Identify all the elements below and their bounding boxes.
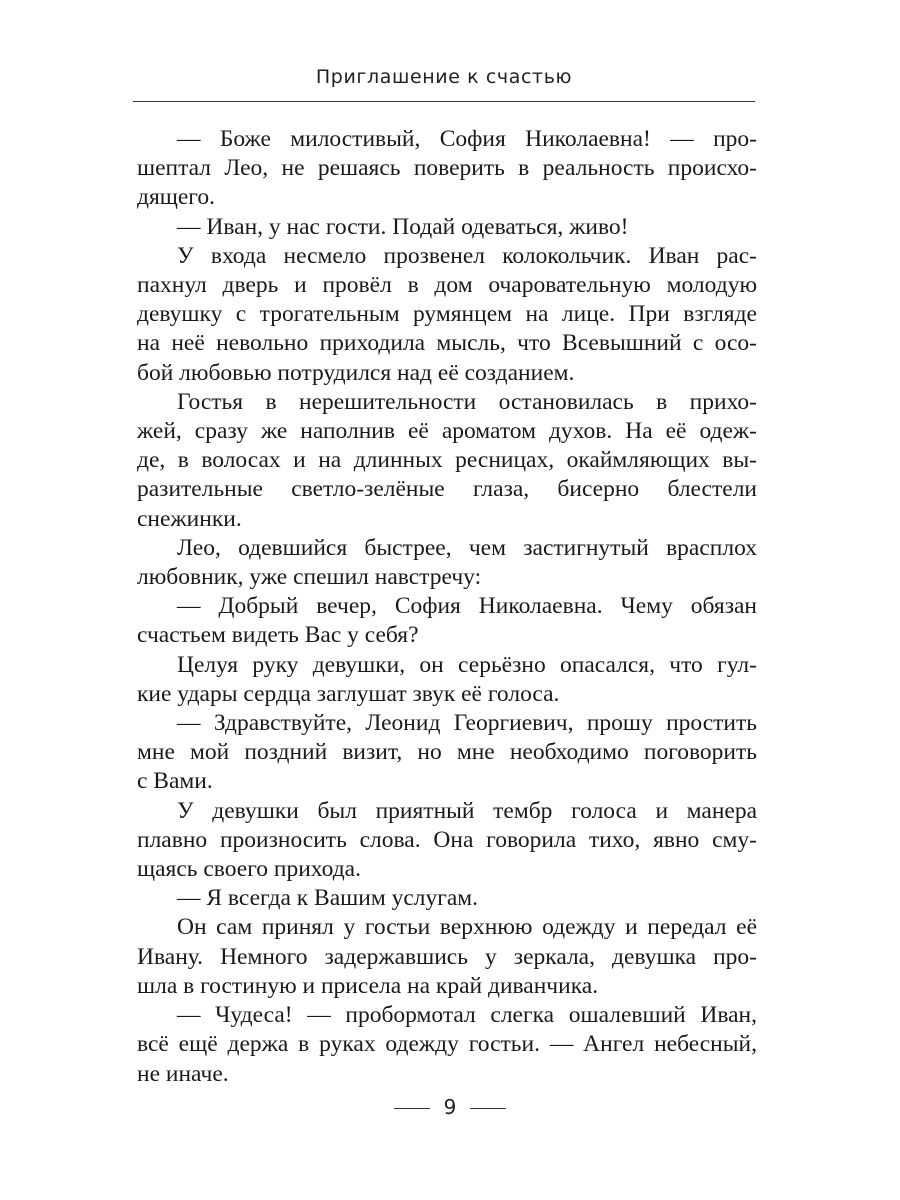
text-line: У девушки был приятный тембр голоса и манера [177,797,757,824]
text-line: с Вами. [137,768,213,795]
paragraph [137,592,757,650]
text-line: плавно произносить слова. Она говорила тихо, явно сму- [137,826,757,853]
text-line: щаясь своего прихода. [137,856,361,883]
text-line: жей, сразу же наполнив её ароматом духов. На её одеж- [137,418,757,445]
text-line: на неё невольно приходила мысль, что Всевышний с осо- [137,330,757,357]
text-line: — Чудеса! — пробормотал слегка ошалевший Иван, [177,1002,757,1029]
text-line: пахнул дверь и провёл в дом очаровательную молодую [137,272,757,299]
text-line: мне мой поздний визит, но мне необходимо поговорить [137,739,757,766]
text-line: не иначе. [137,1060,229,1087]
text-line: снежинки. [137,505,242,532]
text-line: — Боже милостивый, София Николаевна! — про- [177,126,757,152]
text-line: — Я всегда к Вашим услугам. [177,885,479,912]
page-number: 9 [443,1095,457,1119]
paragraph [137,242,757,388]
text-line: Целуя руку девушки, он серьёзно опасался, что гул- [177,651,757,678]
running-header-title: Приглашение к счастью [315,66,573,88]
text-line: дящего. [137,184,215,211]
header-divider [133,101,755,102]
paragraph [137,534,757,592]
paragraph [137,709,757,797]
text-line: У входа несмело прозвенел колокольчик. Иван рас- [177,242,757,269]
text-line: Он сам принял у гостьи верхнюю одежду и передал её [177,914,757,941]
text-line: шла в гостиную и присела на край диванчика. [137,972,599,999]
paragraph [137,213,757,242]
text-line: Лео, одевшийся быстрее, чем застигнутый врасплох [177,534,757,561]
text-line: Ивану. Немного задержавшись у зеркала, девушка про- [137,943,757,970]
text-line: разительные светло-зелёные глаза, бисерно блестели [137,476,757,503]
text-line: бой любовью потрудился над её созданием. [137,359,575,386]
footer-dash-right [470,1108,506,1109]
text-line: шептал Лео, не решаясь поверить в реальность происхо- [137,155,757,182]
footer-dash-left [394,1108,430,1109]
text-line: Гостья в нерешительности остановилась в прихо- [177,388,757,415]
paragraph [137,913,757,1001]
text-line: девушку с трогательным румянцем на лице. При взгляде [137,301,757,328]
paragraph [137,884,757,913]
text-line: — Иван, у нас гости. Подай одеваться, живо! [177,213,629,240]
paragraph [137,651,757,709]
page-text-body [137,125,757,1089]
text-line: счастьем видеть Вас у себя? [137,622,419,649]
text-line: де, в волосах и на длинных ресницах, окаймляющих вы- [137,447,757,474]
page-footer [0,1095,900,1119]
text-line: — Здравствуйте, Леонид Георгиевич, прошу простить [177,710,757,737]
text-line: всё ещё держа в руках одежду гостьи. — Ангел небесный, [137,1031,757,1058]
paragraph [137,797,757,885]
text-line: кие удары сердца заглушат звук её голоса. [137,680,560,707]
paragraph [137,125,757,213]
text-line: — Добрый вечер, София Николаевна. Чему обязан [177,593,757,620]
text-line: любовник, уже спешил навстречу: [137,564,482,591]
paragraph [137,388,757,534]
paragraph [137,1001,757,1089]
